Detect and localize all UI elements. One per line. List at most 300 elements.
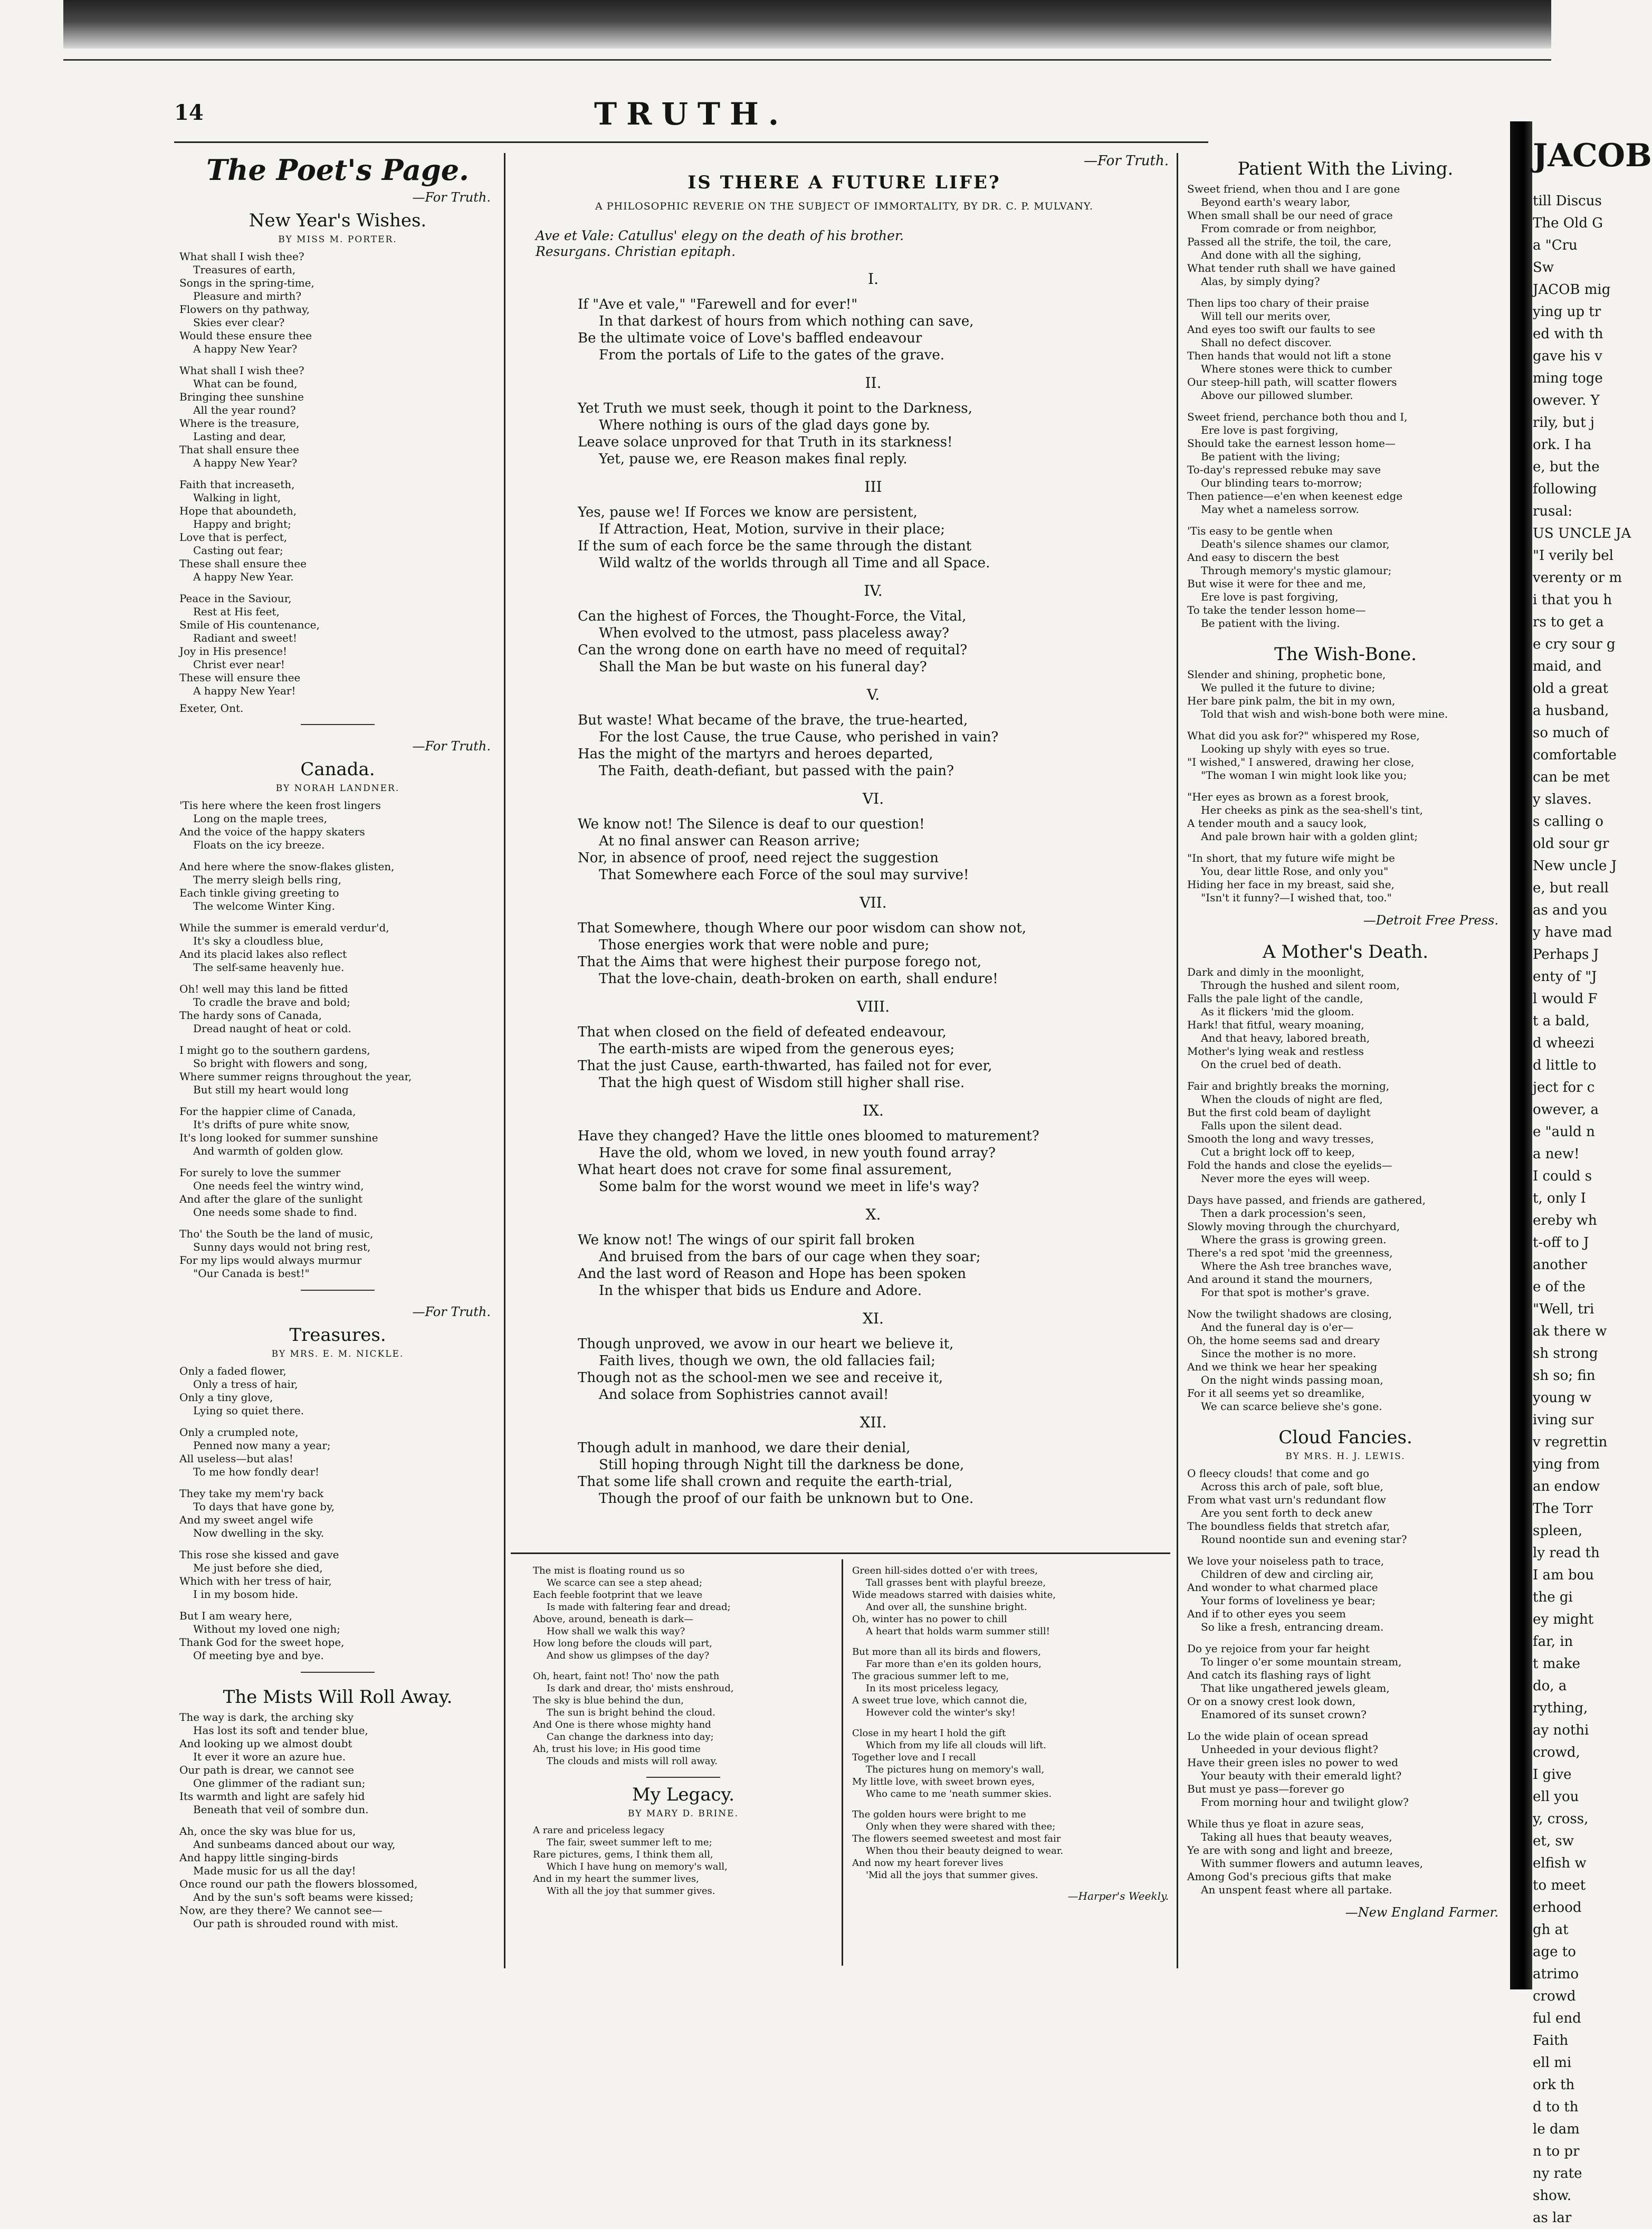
- adjacent-line: ay nothi: [1533, 1722, 1589, 1738]
- essay-line: When evolved to the utmost, pass placeless away?: [599, 625, 949, 641]
- poem-line: Love that is perfect,: [179, 531, 288, 544]
- adjacent-page: [1533, 137, 1652, 2226]
- adjacent-line: ell mi: [1533, 2055, 1572, 2071]
- adjacent-line: old sour gr: [1533, 836, 1609, 852]
- poem-line: To cradle the brave and bold;: [193, 996, 350, 1008]
- stanza: [852, 1808, 1169, 1881]
- adjacent-line: old a great: [1533, 681, 1609, 697]
- stanza: [1187, 1730, 1504, 1809]
- poem-line: Ere love is past forgiving,: [1201, 424, 1339, 436]
- essay-line: The earth-mists are wiped from the generous eyes;: [599, 1041, 955, 1057]
- poem-line: And sunbeams danced about our way,: [193, 1838, 396, 1851]
- poem-line: Christ ever near!: [193, 658, 285, 671]
- adjacent-line: do, a: [1533, 1678, 1567, 1694]
- poem-line: Death's silence shames our clamor,: [1201, 538, 1390, 550]
- poem-line: Tho' the South be the land of music,: [179, 1227, 374, 1240]
- left-column: [179, 153, 496, 1968]
- section-numeral: I.: [868, 270, 878, 288]
- poem-line: On the night winds passing moan,: [1201, 1374, 1383, 1386]
- poem-line: Only a crumpled note,: [179, 1426, 299, 1439]
- adjacent-line: ed with th: [1533, 326, 1603, 342]
- poem-line: Thank God for the sweet hope,: [179, 1636, 345, 1649]
- adjacent-line: rs to get a: [1533, 614, 1604, 630]
- poem-line: "Isn't it funny?—I wished that, too.": [1201, 891, 1392, 904]
- poem-line: Skies ever clear?: [193, 316, 285, 329]
- adjacent-line: e cry sour g: [1533, 636, 1616, 652]
- adjacent-line: rything,: [1533, 1700, 1588, 1716]
- stanza: [1187, 1817, 1504, 1897]
- essay-line: The Faith, death-defiant, but passed with the pain?: [599, 763, 954, 779]
- poem-line: Above, around, beneath is dark—: [533, 1614, 694, 1625]
- poem-line: Now, are they there? We cannot see—: [179, 1904, 383, 1917]
- adjacent-line: I am bou: [1533, 1567, 1594, 1583]
- adjacent-line: an endow: [1533, 1479, 1600, 1494]
- legacy-stanzas: [533, 1824, 834, 1897]
- adjacent-line: ying up tr: [1533, 304, 1601, 320]
- poem-title: A Mother's Death.: [1262, 941, 1429, 963]
- poem-line: Where is the treasure,: [179, 417, 300, 430]
- poem-line: The golden hours were bright to me: [852, 1809, 1026, 1820]
- essay-line: Those energies work that were noble and pure;: [599, 937, 930, 953]
- poem-line: A rare and priceless legacy: [533, 1825, 664, 1836]
- poem-source: —Detroit Free Press.: [1363, 913, 1498, 928]
- poem-line: For it all seems yet so dreamlike,: [1187, 1387, 1365, 1399]
- adjacent-line: y have mad: [1533, 925, 1612, 940]
- poem-line: There's a red spot 'mid the greenness,: [1187, 1246, 1393, 1259]
- stanza: [179, 1426, 496, 1479]
- poem-line: Then lips too chary of their praise: [1187, 297, 1369, 309]
- poem-line: Bringing thee sunshine: [179, 390, 304, 403]
- poem-line: Rare pictures, gems, I think them all,: [533, 1849, 713, 1860]
- adjacent-line: ying from: [1533, 1456, 1600, 1472]
- stanza: [179, 1227, 496, 1280]
- poem-line: We can scarce believe she's gone.: [1201, 1400, 1382, 1413]
- poem-line: But wise it were for thee and me,: [1187, 577, 1366, 590]
- poem-line: We pulled it the future to divine;: [1201, 681, 1376, 694]
- adjacent-line: sh strong: [1533, 1346, 1598, 1361]
- poem-line: Made music for us all the day!: [193, 1864, 356, 1877]
- poem-line: And easy to discern the best: [1187, 551, 1339, 564]
- essay-line: And the last word of Reason and Hope has been spoken: [578, 1266, 966, 1282]
- essay-line: That some life shall crown and requite the earth-trial,: [578, 1474, 953, 1490]
- poem-line: Can change the darkness into day;: [547, 1731, 714, 1742]
- poem-line: Without my loved one nigh;: [193, 1623, 341, 1635]
- adjacent-line: "I verily bel: [1533, 548, 1613, 564]
- poem-line: To take the tender lesson home—: [1187, 604, 1366, 616]
- stanza: [179, 250, 496, 356]
- poem-line: The gracious summer left to me,: [852, 1671, 1009, 1682]
- poem-line: My little love, with sweet brown eyes,: [852, 1776, 1035, 1787]
- adjacent-line: crowd,: [1533, 1745, 1580, 1760]
- adjacent-line: young w: [1533, 1390, 1591, 1406]
- poem-line: For the happier clime of Canada,: [179, 1105, 356, 1118]
- adjacent-line: as lar: [1533, 2210, 1572, 2226]
- stanza: [179, 1105, 496, 1158]
- essay-line: We know not! The wings of our spirit fall broken: [578, 1232, 915, 1248]
- poem-line: From comrade or from neighbor,: [1201, 222, 1377, 235]
- legacy-byline: BY MARY D. BRINE.: [628, 1808, 739, 1819]
- poem-line: A happy New Year.: [193, 570, 294, 583]
- adjacent-line: Perhaps J: [1533, 947, 1599, 963]
- stanza: [179, 1365, 496, 1417]
- adjacent-line: t-off to J: [1533, 1235, 1589, 1251]
- poem-line: Sweet friend, when thou and I are gone: [1187, 183, 1400, 195]
- poem-line: Which from my life all clouds will lift.: [866, 1740, 1046, 1751]
- poem-line: So bright with flowers and song,: [193, 1057, 368, 1070]
- adjacent-line: following: [1533, 481, 1597, 497]
- poem-line: You, dear little Rose, and only you": [1201, 865, 1389, 878]
- essay-line: Faith lives, though we own, the old fallacies fail;: [599, 1353, 935, 1369]
- poem-line: And we think we hear her speaking: [1187, 1360, 1377, 1373]
- stanza: [179, 1548, 496, 1601]
- poem-line: Lying so quiet there.: [193, 1404, 304, 1417]
- poem-line: That shall ensure thee: [179, 443, 299, 456]
- poem-line: Sweet friend, perchance both thou and I,: [1187, 411, 1408, 423]
- poem-line: Oh, the home seems sad and dreary: [1187, 1334, 1380, 1347]
- poem-line: An unspent feast where all partake.: [1201, 1883, 1392, 1896]
- poem-line: Smooth the long and wavy tresses,: [1187, 1132, 1374, 1145]
- adjacent-line: show.: [1533, 2188, 1572, 2204]
- poem-line: Where the grass is growing green.: [1201, 1233, 1387, 1246]
- poem-line: One needs some shade to find.: [193, 1206, 357, 1218]
- poem-line: May whet a nameless sorrow.: [1201, 503, 1359, 516]
- section-numeral: XII.: [860, 1414, 887, 1431]
- adjacent-line: t make: [1533, 1656, 1581, 1672]
- poem-line: It ever it wore an azure hue.: [193, 1750, 346, 1763]
- adjacent-line: comfortable: [1533, 747, 1617, 763]
- poem-line: Round noontide sun and evening star?: [1201, 1533, 1407, 1546]
- essay-line: Wild waltz of the worlds through all Time and all Space.: [599, 555, 990, 571]
- adjacent-line: owever. Y: [1533, 393, 1600, 408]
- stanza: [1187, 1555, 1504, 1634]
- poem-line: Faith that increaseth,: [179, 478, 295, 491]
- poem-line: Lo the wide plain of ocean spread: [1187, 1730, 1369, 1742]
- poem-line: Tall grasses bent with playful breeze,: [866, 1577, 1046, 1588]
- poem-line: They take my mem'ry back: [179, 1487, 324, 1500]
- poem-line: Days have passed, and friends are gathered,: [1187, 1194, 1426, 1206]
- poem-line: And by the sun's soft beams were kissed;: [193, 1891, 414, 1903]
- poem-line: Peace in the Saviour,: [179, 592, 292, 605]
- poem-line: Once round our path the flowers blossomed,: [179, 1878, 418, 1890]
- poem: [1187, 644, 1504, 928]
- poem-line: Or on a snowy crest look down,: [1187, 1695, 1356, 1708]
- poem-line: Radiant and sweet!: [193, 632, 297, 644]
- poem-rule: [301, 1672, 375, 1673]
- poem-line: "The woman I win might look like you;: [1201, 769, 1407, 782]
- adjacent-line: ny rate: [1533, 2166, 1582, 2182]
- essay-line: Yet Truth we must seek, though it point to the Darkness,: [578, 401, 972, 416]
- stanza: [179, 1711, 496, 1816]
- poem-rule: [301, 724, 375, 725]
- poem-line: Each tinkle giving greeting to: [179, 887, 339, 899]
- header-rule: [174, 141, 1208, 143]
- poem-line: And show us glimpses of the day?: [547, 1650, 710, 1661]
- poem-line: And the voice of the happy skaters: [179, 825, 365, 838]
- poem-line: The welcome Winter King.: [193, 900, 335, 912]
- poem-line: What tender ruth shall we have gained: [1187, 262, 1396, 274]
- stanza: [533, 1565, 834, 1662]
- poem-line: I might go to the southern gardens,: [179, 1044, 370, 1056]
- poem-line: Where stones were thick to cumber: [1201, 363, 1392, 375]
- poem-line: Lasting and dear,: [193, 430, 287, 443]
- section-numeral: V.: [866, 686, 880, 703]
- poem-line: Dread naught of heat or cold.: [193, 1022, 351, 1035]
- poem-line: Oh, heart, faint not! Tho' now the path: [533, 1671, 720, 1682]
- essay-line: If "Ave et vale," "Farewell and for ever!": [578, 297, 858, 312]
- poem-line: Happy and bright;: [193, 518, 291, 530]
- poem-line: Enamored of its sunset crown?: [1201, 1708, 1367, 1721]
- poem-byline: BY MRS. H. J. LEWIS.: [1285, 1451, 1406, 1462]
- poem-line: Who came to me 'neath summer skies.: [866, 1788, 1052, 1799]
- poem-line: And pale brown hair with a golden glint;: [1201, 830, 1418, 843]
- stanza: [1187, 411, 1504, 516]
- poem-line: And warmth of golden glow.: [193, 1145, 343, 1157]
- page-fold-shadow: [1510, 121, 1532, 1989]
- poem-line: For that spot is mother's grave.: [1201, 1286, 1370, 1299]
- poem-line: Your beauty with their emerald light?: [1201, 1769, 1402, 1782]
- poem-line: Each feeble footprint that we leave: [533, 1589, 703, 1601]
- poem-line: Falls upon the silent dead.: [1201, 1119, 1342, 1132]
- poem-line: While the summer is emerald verdur'd,: [179, 921, 389, 934]
- poem-line: Beyond earth's weary labor,: [1201, 196, 1351, 208]
- harpers-source: —Harper's Weekly.: [1067, 1890, 1169, 1902]
- poem-line: It's sky a cloudless blue,: [193, 935, 324, 947]
- poem-line: Our steep-hill path, will scatter flowers: [1187, 376, 1397, 388]
- essay-line: We know not! The Silence is deaf to our question!: [578, 816, 925, 832]
- poem-line: That like ungathered jewels gleam,: [1201, 1682, 1390, 1694]
- poem-line: But the first cold beam of daylight: [1187, 1106, 1371, 1119]
- lower-divider: [842, 1559, 843, 1966]
- poem-line: Passed all the strife, the toil, the care,: [1187, 235, 1392, 248]
- stanza: [852, 1646, 1169, 1719]
- stanza: [179, 1166, 496, 1219]
- poem-line: Should take the earnest lesson home—: [1187, 437, 1396, 450]
- lower-left-stanzas: [533, 1565, 834, 1767]
- poem-line: Our path is drear, we cannot see: [179, 1764, 354, 1776]
- poem-line: A happy New Year?: [193, 342, 298, 355]
- poem-line: To me how fondly dear!: [193, 1465, 320, 1478]
- poem-line: And One is there whose mighty hand: [533, 1719, 711, 1730]
- poem: [1187, 158, 1504, 630]
- poem-line: When thou their beauty deigned to wear.: [866, 1845, 1064, 1856]
- poem-title: The Mists Will Roll Away.: [223, 1687, 453, 1708]
- poem-line: Only a faded flower,: [179, 1365, 287, 1377]
- poem-line: Is made with faltering fear and dread;: [547, 1602, 731, 1613]
- essay-line: Leave solace unproved for that Truth in its starkness!: [578, 434, 953, 450]
- stanza: [852, 1565, 1169, 1637]
- essay-subtitle: A PHILOSOPHIC REVERIE ON THE SUBJECT OF IMMORTALITY, BY DR. C. P. MULVANY.: [595, 201, 1094, 212]
- poem-line: When small shall be our need of grace: [1187, 209, 1393, 222]
- poem-line: But more than all its birds and flowers,: [852, 1646, 1041, 1658]
- stanza: [179, 983, 496, 1035]
- poem-title: Patient With the Living.: [1237, 158, 1454, 179]
- poem-body: [1187, 1467, 1504, 1897]
- poem-source: —For Truth.: [412, 190, 491, 205]
- poem-line: And over all, the sunshine bright.: [866, 1602, 1027, 1613]
- adjacent-line: d to th: [1533, 2099, 1579, 2115]
- adjacent-line: to meet: [1533, 1878, 1586, 1893]
- essay-line: Though unproved, we avow in our heart we believe it,: [578, 1336, 954, 1352]
- section-numeral: VI.: [862, 790, 884, 807]
- adjacent-line: e of the: [1533, 1279, 1586, 1295]
- essay-line: Yes, pause we! If Forces we know are persistent,: [578, 504, 918, 520]
- poem-line: Smile of His countenance,: [179, 618, 320, 631]
- poem-line: A happy New Year?: [193, 456, 298, 469]
- poem-line: "I wished," I answered, drawing her close,: [1187, 756, 1415, 768]
- poem-line: For my lips would always murmur: [179, 1254, 362, 1266]
- adjacent-line: a husband,: [1533, 703, 1609, 719]
- adjacent-heading: JACOB: [1533, 137, 1652, 174]
- essay-line: Has the might of the martyrs and heroes departed,: [578, 746, 933, 762]
- poem-line: "Our Canada is best!": [193, 1267, 310, 1280]
- poem-line: Her cheeks as pink as the sea-shell's tint,: [1201, 804, 1423, 816]
- stanza: [1187, 790, 1504, 843]
- stanza: [179, 478, 496, 584]
- adjacent-line: enty of "J: [1533, 969, 1597, 985]
- poem-line: Now dwelling in the sky.: [193, 1527, 324, 1539]
- poem-line: O fleecy clouds! that come and go: [1187, 1467, 1370, 1480]
- stanza: [1187, 729, 1504, 782]
- adjacent-line: ful end: [1533, 2011, 1581, 2026]
- adjacent-line: n to pr: [1533, 2144, 1580, 2159]
- poem-line: Has lost its soft and tender blue,: [193, 1724, 368, 1737]
- poem-line: With summer flowers and autumn leaves,: [1201, 1857, 1424, 1870]
- poem-line: And after the glare of the sunlight: [179, 1193, 363, 1205]
- poem-line: Her bare pink palm, the bit in my own,: [1187, 694, 1396, 707]
- poem-line: Oh! well may this land be fitted: [179, 983, 348, 995]
- poem-line: Only a tiny glove,: [179, 1391, 273, 1404]
- poem: [179, 739, 496, 1291]
- poem-line: These shall ensure thee: [179, 557, 307, 570]
- adjacent-line: y, cross,: [1533, 1811, 1589, 1827]
- essay-line: Have they changed? Have the little ones bloomed to maturement?: [578, 1128, 1039, 1144]
- essay-line: That Somewhere, though Where our poor wisdom can show not,: [578, 920, 1027, 936]
- essay-epigraph-1: Ave et Vale: Catullus' elegy on the death of his brother.: [536, 228, 904, 243]
- poem-line: What did you ask for?" whispered my Rose,: [1187, 729, 1420, 742]
- stanza: [533, 1670, 834, 1767]
- poem-line: Then hands that would not lift a stone: [1187, 349, 1391, 362]
- poem-line: Joy in His presence!: [179, 645, 288, 658]
- poem-title: New Year's Wishes.: [249, 210, 427, 231]
- adjacent-line: e, but the: [1533, 459, 1600, 475]
- legacy-title: My Legacy.: [632, 1784, 735, 1805]
- poem-line: Among God's precious gifts that make: [1187, 1870, 1392, 1883]
- adjacent-line: JACOB mig: [1533, 282, 1611, 298]
- stanza: [1187, 525, 1504, 630]
- adjacent-line: rily, but j: [1533, 415, 1594, 431]
- poem-line: But still my heart would long: [193, 1083, 349, 1096]
- adjacent-line: verenty or m: [1533, 570, 1622, 586]
- poem-line: Our blinding tears to-morrow;: [1201, 477, 1362, 489]
- poem-line: What shall I wish thee?: [179, 250, 304, 263]
- adjacent-line: rusal:: [1533, 503, 1573, 519]
- adjacent-line: ereby wh: [1533, 1213, 1597, 1228]
- poem-line: Flowers on thy pathway,: [179, 303, 310, 316]
- masthead-title: TRUTH.: [594, 96, 789, 132]
- adjacent-line: d little to: [1533, 1058, 1597, 1073]
- poem-line: The flowers seemed sweetest and most fair: [852, 1833, 1061, 1844]
- adjacent-line: maid, and: [1533, 659, 1602, 674]
- poem-body: [1187, 966, 1504, 1413]
- stanza: [179, 1609, 496, 1662]
- poem-line: One glimmer of the radiant sun;: [193, 1777, 366, 1789]
- poem-source: —For Truth.: [412, 1304, 491, 1319]
- essay-line: Though the proof of our faith be unknown but to One.: [599, 1491, 974, 1507]
- adjacent-line: a new!: [1533, 1146, 1580, 1162]
- adjacent-line: crowd: [1533, 1988, 1576, 2004]
- poem-line: And eyes too swift our faults to see: [1187, 323, 1376, 336]
- legacy-rule: [646, 1777, 720, 1778]
- poem-line: Slowly moving through the churchyard,: [1187, 1220, 1400, 1233]
- essay-line: What heart does not crave for some final assurement,: [578, 1162, 952, 1178]
- poem-line: Then a dark procession's seen,: [1201, 1207, 1366, 1220]
- section-numeral: VII.: [860, 894, 887, 911]
- poem-line: 'Tis easy to be gentle when: [1187, 525, 1333, 537]
- adjacent-line: The Old G: [1533, 215, 1603, 231]
- essay-line: At no final answer can Reason arrive;: [599, 833, 860, 849]
- poem-line: Fold the hands and close the eyelids—: [1187, 1159, 1392, 1171]
- poem-line: The sun is bright behind the cloud.: [547, 1707, 715, 1718]
- poem: [179, 190, 496, 725]
- adjacent-line: ork. I ha: [1533, 437, 1592, 453]
- poem-line: Mother's lying weak and restless: [1187, 1045, 1364, 1058]
- poem-title: Cloud Fancies.: [1278, 1427, 1412, 1448]
- page-number: 14: [174, 100, 204, 125]
- essay-line: Be the ultimate voice of Love's baffled endeavour: [578, 330, 922, 346]
- poem-line: The clouds and mists will roll away.: [547, 1756, 718, 1767]
- poem-line: Which with her tress of hair,: [179, 1575, 332, 1587]
- adjacent-line: ell you: [1533, 1789, 1579, 1805]
- adjacent-line: t a bald,: [1533, 1013, 1590, 1029]
- poem-line: Ye are with song and light and breeze,: [1187, 1844, 1393, 1856]
- poem-line: Casting out fear;: [193, 544, 283, 557]
- poem-line: The hardy sons of Canada,: [179, 1009, 322, 1022]
- poem-line: One needs feel the wintry wind,: [193, 1179, 364, 1192]
- poem-line: However cold the winter's sky!: [866, 1707, 1016, 1718]
- poem-line: Green hill-sides dotted o'er with trees,: [852, 1565, 1038, 1576]
- stanza: [1187, 183, 1504, 288]
- poem-line: A happy New Year!: [193, 684, 296, 697]
- poem-line: This rose she kissed and gave: [179, 1548, 339, 1561]
- right-poems: [1187, 158, 1504, 1920]
- stanza: [852, 1727, 1169, 1800]
- poem-line: How long before the clouds will part,: [533, 1638, 712, 1649]
- adjacent-line: can be met: [1533, 769, 1610, 785]
- poem-line: Where summer reigns throughout the year,: [179, 1070, 412, 1083]
- poem-line: Then patience—e'en when keenest edge: [1187, 490, 1403, 502]
- adjacent-line: as and you: [1533, 902, 1608, 918]
- section-numeral: VIII.: [856, 998, 890, 1015]
- scan-top-margin: [63, 0, 1551, 49]
- poem-line: The merry sleigh bells ring,: [193, 873, 341, 886]
- essay-line: That the just Cause, earth-thwarted, has failed not for ever,: [578, 1058, 992, 1074]
- page-header: [174, 96, 1208, 137]
- poem-body: [179, 799, 496, 1280]
- adjacent-line: far, in: [1533, 1634, 1573, 1650]
- poem-line: The way is dark, the arching sky: [179, 1711, 354, 1723]
- poem-source: —New England Farmer.: [1345, 1905, 1498, 1920]
- poem-body: [179, 1711, 496, 1930]
- poem-line: Fair and brightly breaks the morning,: [1187, 1080, 1390, 1092]
- poem-line: Never more the eyes will weep.: [1201, 1172, 1370, 1185]
- poem-line: Long on the maple trees,: [193, 812, 327, 825]
- poem-line: Beneath that veil of sombre dun.: [193, 1803, 369, 1816]
- poem-body: [1187, 668, 1504, 904]
- poem-line: "Her eyes as brown as a forest brook,: [1187, 790, 1389, 803]
- poem-line: Above our pillowed slumber.: [1201, 389, 1353, 402]
- poem-line: Our path is shrouded round with mist.: [193, 1917, 398, 1930]
- poem-line: Slender and shining, prophetic bone,: [1187, 668, 1386, 681]
